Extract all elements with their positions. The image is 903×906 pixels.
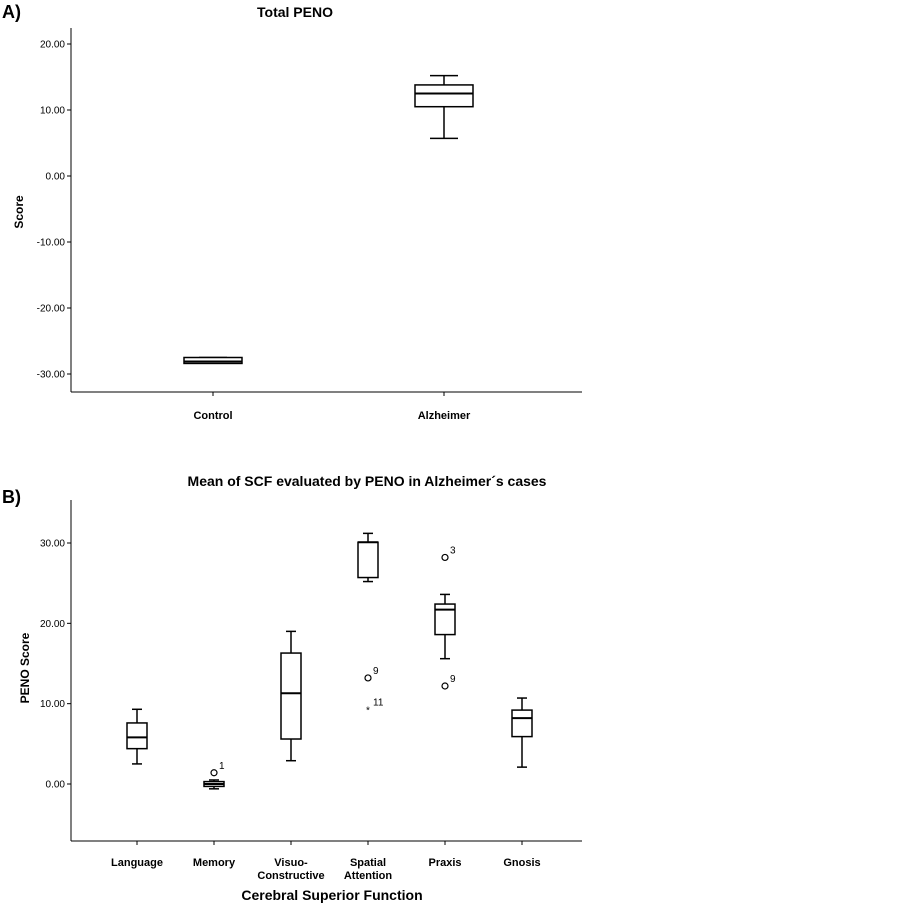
panel-a-y-ticks bbox=[37, 40, 71, 381]
outlier bbox=[366, 697, 384, 716]
y-tick-label: 10.00 bbox=[39, 105, 65, 117]
panel-b-boxes bbox=[127, 533, 532, 788]
x-category-label-line: Control bbox=[193, 410, 233, 422]
y-tick-label: 30.00 bbox=[39, 538, 65, 550]
x-category-label bbox=[257, 857, 324, 882]
box bbox=[512, 698, 532, 767]
x-category-label bbox=[111, 857, 163, 869]
outlier bbox=[211, 761, 225, 776]
panel-b-label: B) bbox=[2, 487, 21, 507]
y-tick-label: -30.00 bbox=[36, 369, 65, 381]
outlier bbox=[442, 674, 456, 689]
panel-b-title: Mean of SCF evaluated by PENO in Alzheimer´s cases bbox=[187, 473, 547, 489]
outlier-circle bbox=[365, 675, 371, 681]
y-tick-label: 0.00 bbox=[45, 779, 65, 791]
x-category-label bbox=[428, 857, 461, 869]
x-category-label-line: Memory bbox=[192, 857, 236, 869]
box-body bbox=[435, 604, 455, 635]
x-category-label-line: Praxis bbox=[428, 857, 462, 869]
panel-b-scf bbox=[2, 473, 582, 903]
box bbox=[204, 780, 224, 789]
x-category-label bbox=[344, 857, 393, 882]
panel-b-y-ticks bbox=[40, 539, 71, 791]
x-category-label-line: Visuo- bbox=[274, 857, 308, 869]
x-category-label-line: Alzheimer bbox=[417, 410, 471, 422]
outlier bbox=[442, 545, 456, 560]
box-body bbox=[358, 542, 378, 577]
panel-b-axes bbox=[71, 500, 582, 841]
box-body bbox=[415, 85, 473, 107]
box bbox=[358, 533, 378, 581]
outlier-label: 1 bbox=[219, 760, 225, 772]
box bbox=[435, 594, 455, 658]
box bbox=[184, 358, 242, 364]
box bbox=[281, 631, 301, 760]
panel-b-x-axis-label: Cerebral Superior Function bbox=[241, 887, 423, 903]
panel-a-total-peno bbox=[2, 2, 582, 422]
box bbox=[127, 709, 147, 764]
outlier-circle bbox=[211, 770, 217, 776]
panel-b-category-labels bbox=[111, 841, 541, 882]
outlier-star: * bbox=[366, 705, 370, 717]
panel-a-label: A) bbox=[2, 2, 21, 22]
outlier-circle bbox=[442, 554, 448, 560]
x-category-label bbox=[503, 857, 540, 869]
x-category-label-line: Attention bbox=[343, 870, 393, 882]
panel-a-boxes bbox=[184, 76, 473, 364]
y-tick-label: -10.00 bbox=[36, 237, 65, 249]
x-category-label-line: Constructive bbox=[257, 870, 325, 882]
box-body bbox=[281, 653, 301, 739]
panel-b-outliers bbox=[211, 545, 456, 775]
y-tick-label: 20.00 bbox=[39, 618, 65, 630]
outlier bbox=[365, 666, 379, 681]
outlier-label: 9 bbox=[450, 673, 456, 685]
outlier-label: 11 bbox=[373, 697, 384, 709]
box bbox=[415, 76, 473, 139]
panel-a-y-axis-label: Score bbox=[12, 195, 26, 229]
outlier-label: 3 bbox=[450, 545, 456, 557]
x-category-label bbox=[418, 410, 471, 422]
y-tick-label: 0.00 bbox=[45, 171, 65, 183]
y-tick-label: -20.00 bbox=[36, 303, 65, 315]
x-category-label-line: Gnosis bbox=[503, 857, 541, 869]
x-category-label-line: Spatial bbox=[349, 857, 387, 869]
x-category-label-line: Language bbox=[111, 857, 163, 869]
x-category-label bbox=[193, 857, 236, 869]
y-tick-label: 20.00 bbox=[39, 39, 65, 51]
x-category-label bbox=[193, 410, 232, 422]
panel-a-title: Total PENO bbox=[257, 4, 333, 20]
outlier-label: 9 bbox=[373, 665, 379, 677]
y-tick-label: 10.00 bbox=[39, 699, 65, 711]
panel-a-axes bbox=[71, 28, 582, 392]
box-body bbox=[127, 723, 147, 749]
box-body bbox=[512, 710, 532, 737]
outlier-circle bbox=[442, 683, 448, 689]
panel-b-y-axis-label: PENO Score bbox=[18, 632, 32, 704]
panel-a-category-labels bbox=[193, 392, 471, 422]
